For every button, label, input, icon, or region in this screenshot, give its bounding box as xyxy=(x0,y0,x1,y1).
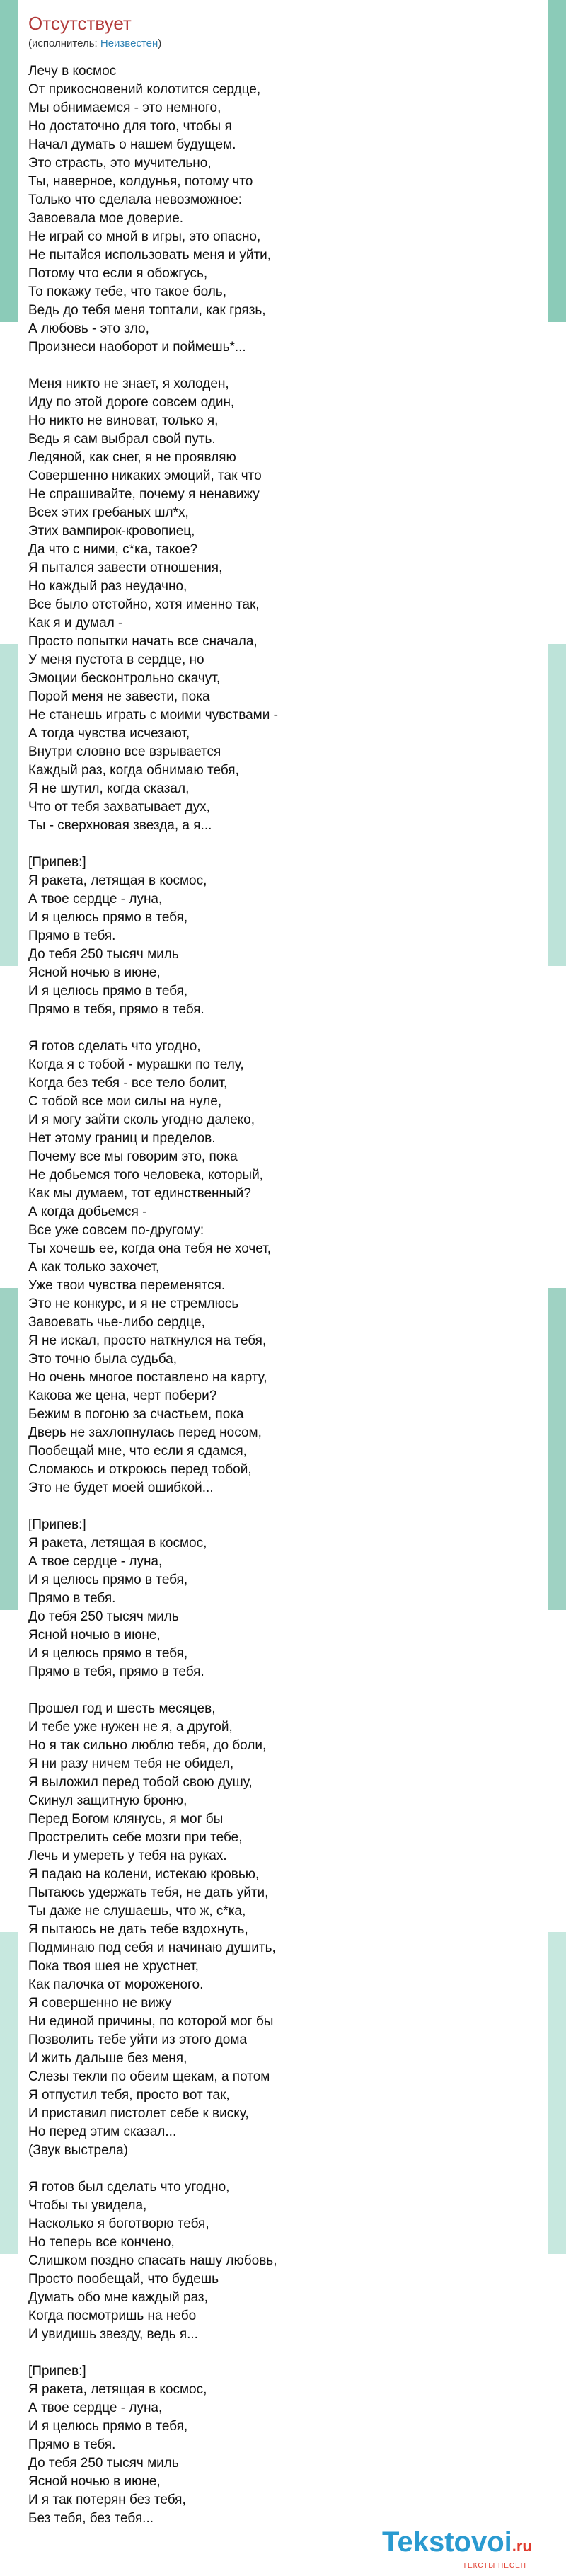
lyric-line: Мы обнимаемся - это немного, xyxy=(28,100,221,115)
lyric-line: Я выложил перед тобой свою душу, xyxy=(28,1775,253,1790)
lyric-line: Я ракета, летящая в космос, xyxy=(28,873,207,888)
lyric-line: Ты хочешь ее, когда она тебя не хочет, xyxy=(28,1241,272,1256)
lyric-line: И приставил пистолет себе к виску, xyxy=(28,2106,249,2121)
lyric-line: Я пытался завести отношения, xyxy=(28,560,223,575)
lyric-line: Скинул защитную броню, xyxy=(28,1793,187,1808)
lyric-line: Этих вампирок-кровопиец, xyxy=(28,524,195,539)
lyric-line: Как мы думаем, тот единственный? xyxy=(28,1186,251,1201)
song-title: Отсутствует xyxy=(28,13,132,34)
lyric-line: Я отпустил тебя, просто вот так, xyxy=(28,2088,230,2103)
lyric-line: [Припев:] xyxy=(28,2364,86,2379)
lyric-line: И я целюсь прямо в тебя, xyxy=(28,910,188,925)
lyric-line: Завоевала мое доверие. xyxy=(28,211,184,226)
lyric-line: Не играй со мной в игры, это опасно, xyxy=(28,229,261,244)
lyric-line: Слезы текли по обеим щекам, а потом xyxy=(28,2069,270,2084)
lyric-line: Чтобы ты увидела, xyxy=(28,2198,147,2213)
lyric-line: Ты - сверхновая звезда, а я... xyxy=(28,818,212,833)
performer-link[interactable]: Неизвестен xyxy=(100,38,158,50)
lyric-line: Ни единой причины, по которой мог бы xyxy=(28,2014,274,2029)
lyric-line: Уже твои чувства переменятся. xyxy=(28,1278,226,1293)
lyric-line: Просто попытки начать все сначала, xyxy=(28,634,258,649)
lyric-line: И тебе уже нужен не я, а другой, xyxy=(28,1720,233,1735)
lyric-line: Когда без тебя - все тело болит, xyxy=(28,1076,228,1091)
lyric-line: Что от тебя захватывает дух, xyxy=(28,800,210,815)
lyric-line: Ведь я сам выбрал свой путь. xyxy=(28,432,216,447)
lyric-line: Прямо в тебя. xyxy=(28,2437,116,2452)
lyric-line: Совершенно никаких эмоций, так что xyxy=(28,468,262,483)
lyric-line: Ты даже не слушаешь, что ж, с*ка, xyxy=(28,1904,246,1919)
lyric-line: Лечу в космос xyxy=(28,64,117,79)
lyric-line: Перед Богом клянусь, я мог бы xyxy=(28,1812,224,1827)
lyric-line: Сломаюсь и откроюсь перед тобой, xyxy=(28,1462,252,1477)
performer-line xyxy=(28,37,538,51)
lyric-line: Я готов сделать что угодно, xyxy=(28,1039,201,1054)
lyric-line: Ясной ночью в июне, xyxy=(28,2474,161,2489)
lyric-line: Потому что если я обожгусь, xyxy=(28,266,208,281)
lyric-line: Я совершенно не вижу xyxy=(28,1996,172,2011)
lyric-line: Прямо в тебя. xyxy=(28,1591,116,1606)
lyric-line: До тебя 250 тысяч миль xyxy=(28,1609,179,1624)
lyric-line: Я пытаюсь не дать тебе вздохнуть, xyxy=(28,1922,248,1937)
lyric-line: А твое сердце - луна, xyxy=(28,892,163,907)
lyric-line: Без тебя, без тебя... xyxy=(28,2511,154,2526)
lyric-line: Почему все мы говорим это, пока xyxy=(28,1149,238,1164)
lyric-line: Но я так сильно люблю тебя, до боли, xyxy=(28,1738,267,1753)
lyric-line: И жить дальше без меня, xyxy=(28,2051,187,2066)
lyric-line: Начал думать о нашем будущем. xyxy=(28,137,236,152)
logo-tld: .ru xyxy=(512,2537,532,2555)
lyric-line: Прямо в тебя. xyxy=(28,928,116,943)
lyric-line: Как я и думал - xyxy=(28,616,123,631)
lyric-line: Внутри словно все взрывается xyxy=(28,744,221,759)
lyric-line: Всех этих гребаных шл*х, xyxy=(28,505,189,520)
lyric-line: Я ни разу ничем тебя не обидел, xyxy=(28,1756,234,1771)
lyric-line: Но теперь все кончено, xyxy=(28,2235,175,2250)
lyric-line: Не спрашивайте, почему я ненавижу xyxy=(28,487,260,502)
lyric-line: Я не искал, просто наткнулся на тебя, xyxy=(28,1333,267,1348)
lyric-line: До тебя 250 тысяч миль xyxy=(28,2456,179,2471)
lyric-line: Произнеси наоборот и поймешь*... xyxy=(28,340,246,355)
lyric-line: С тобой все мои силы на нуле, xyxy=(28,1094,222,1109)
lyric-line: Я падаю на колени, истекаю кровью, xyxy=(28,1867,260,1882)
lyric-line: То покажу тебе, что такое боль, xyxy=(28,284,226,299)
lyric-line: Не добьемся того человека, который, xyxy=(28,1168,263,1183)
lyric-line: Это не конкурс, и я не стремлюсь xyxy=(28,1296,239,1311)
lyric-line: От прикосновений колотится сердце, xyxy=(28,82,261,97)
lyric-line: Порой меня не завести, пока xyxy=(28,689,210,704)
lyric-line: Все уже совсем по-другому: xyxy=(28,1223,204,1238)
lyric-line: Ведь до тебя меня топтали, как грязь, xyxy=(28,303,266,318)
lyric-line: Какова же цена, черт побери? xyxy=(28,1388,217,1403)
lyric-line: Это страсть, это мучительно, xyxy=(28,156,212,171)
lyric-line: А когда добьемся - xyxy=(28,1204,147,1219)
performer-suffix: ) xyxy=(158,38,162,50)
lyric-line: И увидишь звезду, ведь я... xyxy=(28,2327,198,2342)
lyric-line: И я так потерян без тебя, xyxy=(28,2492,186,2507)
lyric-line: Прострелить себе мозги при тебе, xyxy=(28,1830,243,1845)
lyric-line: Прошел год и шесть месяцев, xyxy=(28,1701,216,1716)
lyric-line: Но никто не виноват, только я, xyxy=(28,413,219,428)
logo-name: Tekstovoi xyxy=(382,2526,512,2558)
lyric-line: И я целюсь прямо в тебя, xyxy=(28,984,188,999)
lyric-line: Я не шутил, когда сказал, xyxy=(28,781,190,796)
lyric-line: Пообещай мне, что если я сдамся, xyxy=(28,1444,247,1459)
lyric-line: И я целюсь прямо в тебя, xyxy=(28,2419,188,2434)
lyric-line: А твое сердце - луна, xyxy=(28,1554,163,1569)
lyric-line xyxy=(28,1019,538,1037)
lyric-line xyxy=(28,1681,538,1700)
lyric-line xyxy=(28,835,538,853)
lyric-line: Не станешь играть с моими чувствами - xyxy=(28,708,278,723)
lyric-line: Насколько я боготворю тебя, xyxy=(28,2216,209,2231)
logo-tagline: ТЕКСТЫ ПЕСЕН xyxy=(462,2562,526,2570)
lyric-line: Думать обо мне каждый раз, xyxy=(28,2290,208,2305)
lyric-line: Но достаточно для того, чтобы я xyxy=(28,119,232,134)
lyric-line: Дверь не захлопнулась перед носом, xyxy=(28,1425,262,1440)
site-logo[interactable] xyxy=(382,2526,532,2570)
lyric-line: А тогда чувства исчезают, xyxy=(28,726,190,741)
lyric-line: Но перед этим сказал... xyxy=(28,2124,177,2139)
lyric-line: А как только захочет, xyxy=(28,1260,160,1275)
lyric-line: Пока твоя шея не хрустнет, xyxy=(28,1959,199,1974)
performer-prefix: (исполнитель: xyxy=(28,38,100,50)
lyric-line: Я готов был сделать что угодно, xyxy=(28,2180,230,2195)
lyric-line: Да что с ними, с*ка, такое? xyxy=(28,542,198,557)
lyric-line: Эмоции бесконтрольно скачут, xyxy=(28,671,221,686)
lyric-line: Каждый раз, когда обнимаю тебя, xyxy=(28,763,239,778)
lyric-line: Лечь и умереть у тебя на руках. xyxy=(28,1848,227,1863)
lyric-line: Не пытайся использовать меня и уйти, xyxy=(28,248,272,263)
lyric-line: Иду по этой дороге совсем один, xyxy=(28,395,235,410)
lyric-line: Позволить тебе уйти из этого дома xyxy=(28,2032,247,2047)
song-header xyxy=(18,0,548,51)
lyrics-page xyxy=(18,0,548,2576)
lyric-line: А твое сердце - луна, xyxy=(28,2400,163,2415)
lyric-line xyxy=(28,2160,538,2178)
lyric-line: Подминаю под себя и начинаю душить, xyxy=(28,1940,276,1955)
lyric-line: Просто пообещай, что будешь xyxy=(28,2272,219,2287)
lyric-line: И я целюсь прямо в тебя, xyxy=(28,1646,188,1661)
lyric-line xyxy=(28,1497,538,1516)
lyric-line: Прямо в тебя, прямо в тебя. xyxy=(28,1664,204,1679)
lyric-line: До тебя 250 тысяч миль xyxy=(28,947,179,962)
lyric-line: (Звук выстрела) xyxy=(28,2143,129,2158)
lyric-line: [Припев:] xyxy=(28,855,86,870)
lyric-line: И я целюсь прямо в тебя, xyxy=(28,1572,188,1587)
lyric-line: Слишком поздно спасать нашу любовь, xyxy=(28,2253,277,2268)
lyrics-text xyxy=(28,62,538,2528)
lyric-line: Но каждый раз неудачно, xyxy=(28,579,187,594)
lyric-line: Я ракета, летящая в космос, xyxy=(28,2382,207,2397)
lyric-line: Прямо в тебя, прямо в тебя. xyxy=(28,1002,204,1017)
lyric-line xyxy=(28,2344,538,2362)
lyric-line: Пытаюсь удержать тебя, не дать уйти, xyxy=(28,1885,269,1900)
lyric-line: Это не будет моей ошибкой... xyxy=(28,1480,214,1495)
lyric-line: У меня пустота в сердце, но xyxy=(28,652,204,667)
logo-wordmark xyxy=(382,2526,531,2562)
lyric-line: Это точно была судьба, xyxy=(28,1352,177,1367)
lyric-line: Все было отстойно, хотя именно так, xyxy=(28,597,260,612)
lyric-line: Бежим в погоню за счастьем, пока xyxy=(28,1407,244,1422)
lyric-line: Только что сделала невозможное: xyxy=(28,192,243,207)
lyric-line: Ясной ночью в июне, xyxy=(28,1628,161,1643)
lyric-line: Нет этому границ и пределов. xyxy=(28,1131,216,1146)
lyric-line xyxy=(28,357,538,375)
lyric-line: Когда посмотришь на небо xyxy=(28,2308,197,2323)
lyric-line: Ледяной, как снег, я не проявляю xyxy=(28,450,236,465)
lyric-line: Меня никто не знает, я холоден, xyxy=(28,376,229,391)
lyric-line: Ясной ночью в июне, xyxy=(28,965,161,980)
lyric-line: [Припев:] xyxy=(28,1517,86,1532)
lyric-line: Завоевать чье-либо сердце, xyxy=(28,1315,205,1330)
lyric-line: Как палочка от мороженого. xyxy=(28,1977,204,1992)
lyric-line: Но очень многое поставлено на карту, xyxy=(28,1370,267,1385)
lyric-line: И я могу зайти сколь угодно далеко, xyxy=(28,1112,255,1127)
lyric-line: Я ракета, летящая в космос, xyxy=(28,1536,207,1551)
lyric-line: Когда я с тобой - мурашки по телу, xyxy=(28,1057,244,1072)
lyric-line: А любовь - это зло, xyxy=(28,321,149,336)
lyric-line: Ты, наверное, колдунья, потому что xyxy=(28,174,253,189)
